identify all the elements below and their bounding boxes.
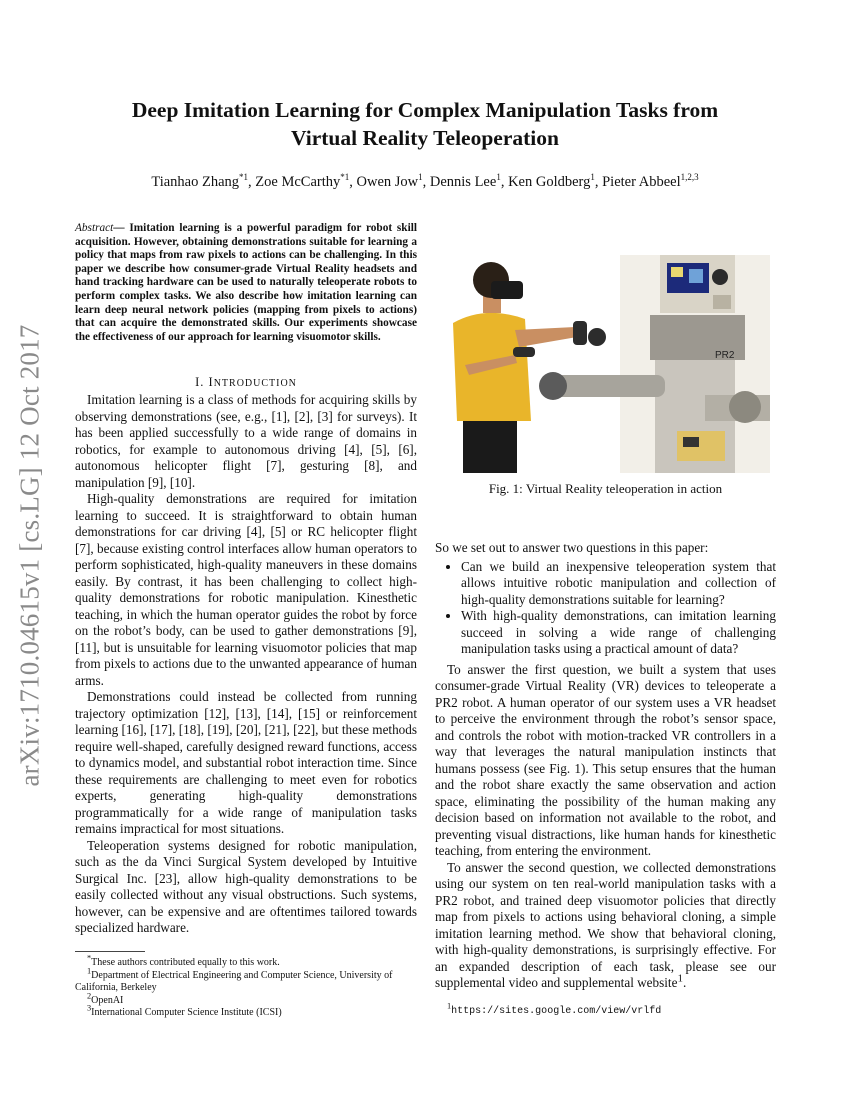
arxiv-sidebar [8, 260, 52, 820]
author: Tianhao Zhang$^{*1}$ [151, 172, 249, 190]
paragraph: Imitation learning is a class of methods for acquiring skills by observing demonstrations (see, e.g., [1], [2], [3] for surveys). It has been applied successfully to a wide range of domains in robotics, for example to autonomous driving [4], [5], [6], autonomous helicopter flight [7], gesturing [8], and manipulation [9], [10]. [75, 392, 417, 490]
paragraph: Demonstrations could instead be collected from running trajectory optimization [12], [13], [14], [15] or reinforcement learning [16], [17], [18], [19], [20], [21], [22], but these methods require well-shaped, carefully designed reward functions, access to dynamics model, and substantial robot interaction time. Since these requirements are challenging to meet even for robotics experts, generating high-quality demonstrations programmatically for a wide range of manipulation tasks remains impractical for most situations. [75, 689, 417, 836]
paragraph: High-quality demonstrations are required for imitation learning to succeed. It is straightforward to obtain human demonstrations for car driving [4], [5] or RC helicopter flight [7], because existing control interfaces allow human operators to perform sophisticated, high-quality maneuvers in these domains easily. By contrast, it has been challenging to collect high-quality demonstrations for robotic manipulation. Kinesthetic teaching, in which the human operator guides the robot by force on the robot’s body, can be used to gather demonstrations [9], [11], but is unsuitable for learning visuomotor policies that map from pixels to actions due to the unwanted appearance of human arms. [75, 491, 417, 688]
footnote: $^2$OpenAI [87, 991, 124, 1006]
paragraph: Teleoperation systems designed for robotic manipulation, such as the da Vinci Surgical System developed by Intuitive Surgical Inc. [23], allow high-quality demonstrations to be easily collected without any visual obstructions. Such systems, however, can be expensive and are oftentimes tailored towards specialized hardware. [75, 837, 417, 935]
figure-vr-teleoperation [445, 255, 770, 473]
paragraph: To answer the second question, we collected demonstrations using our system on ten real-world manipulation tasks with a PR2 robot, and trained deep visuomotor policies that directly map from pixels to actions using behavioral cloning, a simple imitation learning method. We show that behavioral cloning, with high-quality demonstrations, is surprisingly effective. For an expanded description of each task, please see our supplemental video and supplemental website$^1$. [435, 859, 776, 990]
list-item: • With high-quality demonstrations, can imitation learning succeed in solving a wide range of challenging manipulation tasks using a practical amount of data? [461, 608, 776, 658]
author-list: Tianhao Zhang$^{*1}$, Zoe McCarthy$^{*1}$, Owen Jow$^1$, Dennis Lee$^1$, Ken Goldberg$^1$, Pieter Abbeel$^{1,2,3}$ [151, 172, 699, 190]
vr-headset-icon [491, 281, 523, 299]
list-item: • Can we build an inexpensive teleoperation system that allows intuitive robotic manipulation and collection of high-quality demonstrations suitable for learning? [461, 559, 776, 609]
author: Dennis Lee$^1$ [429, 172, 501, 190]
footnote-divider [75, 951, 145, 952]
website-footnote: $^1$https://sites.google.com/view/vrlfd [447, 1001, 662, 1017]
paragraph: To answer the first question, we built a system that uses consumer-grade Virtual Reality (VR) devices to teleoperate a PR2 robot. A human operator of our system uses a VR headset to perceive the environment through the robot’s sensor space, and controls the robot with motion-tracked VR controllers in a way that leverages the natural manipulation instincts that humans possess (see Fig. 1). This setup ensures that the human and the robot share exactly the same observation and action space, eliminating the possibility of the human making any decision based on information not available to the robot, and preventing visual distractions, like human hands for kinesthetic teaching, from entering the environment. [435, 661, 776, 858]
title-line-2: Virtual Reality Teleoperation [291, 126, 559, 150]
author: Pieter Abbeel$^{1,2,3}$ [602, 172, 699, 190]
author: Zoe McCarthy$^{*1}$ [255, 172, 350, 190]
section-heading-introduction: I. INTRODUCTION [195, 375, 297, 389]
introduction-body [75, 392, 417, 937]
vr-controller-icon [513, 347, 535, 357]
author: Ken Goldberg$^1$ [508, 172, 595, 190]
vr-controller-icon [588, 328, 606, 346]
footnotes [75, 953, 417, 1020]
title-line-1: Deep Imitation Learning for Complex Manipulation Tasks from [131, 98, 719, 122]
arxiv-identifier: arXiv:1710.04615v1 [cs.LG] 12 Oct 2017 [14, 324, 45, 787]
vr-controller-icon [573, 321, 587, 345]
abstract [75, 222, 417, 344]
website-url[interactable]: https://sites.google.com/view/vrlfd [451, 1006, 662, 1017]
question-list [435, 559, 776, 658]
figure-caption: Fig. 1: Virtual Reality teleoperation in action [488, 481, 723, 496]
abstract-text: — Imitation learning is a powerful paradigm for robot skill acquisition. However, obtaining demonstrations suitable for learning a policy that maps from raw pixels to actions can be challenging. In this paper we describe how consumer-grade Virtual Reality headsets and hand tracking hardware can be used to naturally teleoperate robots to perform complex tasks. We also describe how imitation learning can learn deep neural network policies (mapping from pixels to actions) that can acquire the demonstrated skills. Our experiments showcase the effectiveness of our approach for learning visuomotor skills. [75, 222, 417, 343]
footnote: *These authors contributed equally to this work. [87, 953, 280, 968]
abstract-label: Abstract [75, 222, 114, 234]
footnote: $^1$Department of Electrical Engineering and Computer Science, University of California, Berkeley [75, 966, 393, 993]
right-column-body [435, 540, 776, 992]
author: Owen Jow$^1$ [356, 172, 423, 190]
robot-label: PR2 [715, 350, 735, 361]
paragraph: So we set out to answer two questions in this paper: [435, 540, 709, 555]
paper-title [60, 96, 790, 152]
footnote: $^3$International Computer Science Institute (ICSI) [87, 1003, 282, 1018]
